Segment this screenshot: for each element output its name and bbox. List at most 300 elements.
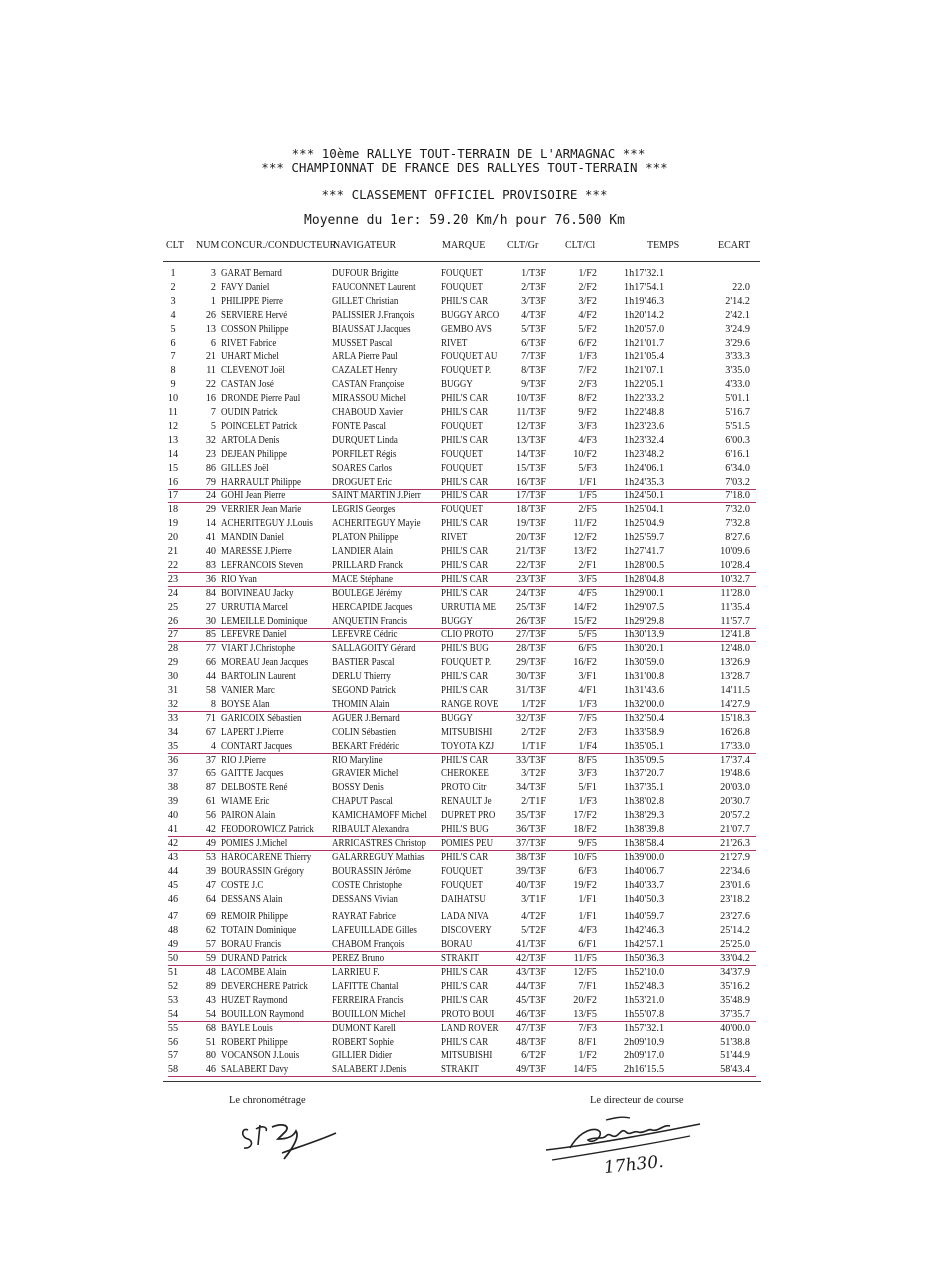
gap: 5'16.7 xyxy=(725,407,750,418)
table-row xyxy=(0,893,929,907)
time: 1h37'20.7 xyxy=(624,768,665,780)
navigator-name: DESSANS Vivian xyxy=(332,893,398,905)
class-rank: 6/F5 xyxy=(578,643,597,655)
gap: 21'07.7 xyxy=(720,824,750,835)
time: 1h21'05.4 xyxy=(624,351,665,363)
make: FOUQUET xyxy=(441,879,483,891)
car-number: 67 xyxy=(205,726,216,738)
gap: 2'42.1 xyxy=(725,309,750,321)
class-rank: 18/F2 xyxy=(573,824,597,835)
group-rank: 15/T3F xyxy=(515,462,546,474)
rank: 5 xyxy=(170,323,176,335)
car-number: 4 xyxy=(210,740,216,752)
table-row xyxy=(0,309,929,323)
car-number: 84 xyxy=(205,587,216,599)
class-rank: 4/F1 xyxy=(578,685,597,696)
gap: 2'14.2 xyxy=(725,295,750,307)
make: PHIL'S CAR xyxy=(441,393,489,405)
gap: 3'24.9 xyxy=(725,323,750,335)
make: PHIL'S CAR xyxy=(441,546,489,557)
table-row xyxy=(0,837,929,851)
driver-name: LEFRANCOIS Steven xyxy=(221,559,303,571)
gap: 7'32.8 xyxy=(725,518,750,530)
car-number: 66 xyxy=(205,657,216,669)
table-row xyxy=(0,910,929,924)
time: 1h40'50.3 xyxy=(624,893,665,905)
driver-name: MARESSE J.Pierre xyxy=(221,546,292,557)
time: 1h37'35.1 xyxy=(624,782,665,794)
table-row xyxy=(0,754,929,768)
make: PROTO Citr xyxy=(441,782,487,794)
navigator-name: COLIN Sébastien xyxy=(332,726,396,738)
table-row xyxy=(0,980,929,994)
driver-name: WIAME Eric xyxy=(221,796,270,808)
time: 1h35'09.5 xyxy=(624,754,665,766)
driver-name: CLEVENOT Joël xyxy=(221,365,285,377)
table-row xyxy=(0,323,929,337)
car-number: 64 xyxy=(205,893,216,905)
car-number: 29 xyxy=(205,504,216,516)
driver-name: BOIVINEAU Jacky xyxy=(221,587,294,599)
rank: 37 xyxy=(167,768,179,780)
group-rank: 27/T3F xyxy=(515,629,546,641)
class-rank: 6/F1 xyxy=(578,939,597,951)
gap: 10'32.7 xyxy=(720,573,750,585)
gap: 11'28.0 xyxy=(720,587,750,599)
group-rank: 35/T3F xyxy=(515,810,546,822)
gap: 51'44.9 xyxy=(720,1050,750,1062)
make: GEMBO AVS xyxy=(441,323,492,335)
driver-name: GOHI Jean Pierre xyxy=(221,490,286,502)
make: PHIL'S CAR xyxy=(441,490,489,502)
rank: 20 xyxy=(167,532,179,544)
navigator-name: SAINT MARTIN J.Pierr xyxy=(332,490,421,502)
car-number: 3 xyxy=(210,268,216,279)
table-bottom-rule xyxy=(163,1081,761,1082)
car-number: 37 xyxy=(205,754,216,766)
navigator-name: SEGOND Patrick xyxy=(332,685,397,696)
table-row xyxy=(0,994,929,1008)
gap: 35'48.9 xyxy=(720,994,750,1006)
class-rank: 4/F2 xyxy=(578,309,597,321)
driver-name: ROBERT Philippe xyxy=(221,1036,288,1048)
rank: 1 xyxy=(170,268,176,279)
car-number: 65 xyxy=(205,768,216,780)
table-row xyxy=(0,1036,929,1050)
make: FOUQUET xyxy=(441,268,483,279)
time: 1h24'06.1 xyxy=(624,462,665,474)
make: FOUQUET xyxy=(441,462,483,474)
highlight-underline xyxy=(168,641,756,642)
table-row xyxy=(0,462,929,476)
table-row xyxy=(0,406,929,420)
class-rank: 7/F3 xyxy=(578,1022,597,1034)
rank: 9 xyxy=(170,379,176,391)
gap: 14'27.9 xyxy=(720,698,750,710)
time: 1h31'00.8 xyxy=(624,671,665,683)
table-row xyxy=(0,295,929,309)
rank: 24 xyxy=(167,587,179,599)
rank: 21 xyxy=(167,546,179,557)
table-row xyxy=(0,448,929,462)
car-number: 79 xyxy=(205,476,216,488)
time: 1h50'36.3 xyxy=(624,953,665,965)
group-rank: 36/T3F xyxy=(515,824,546,835)
rank: 48 xyxy=(167,925,179,937)
navigator-name: GALARREGUY Mathias xyxy=(332,851,425,863)
gap: 21'27.9 xyxy=(720,851,750,863)
class-rank: 5/F5 xyxy=(578,629,597,641)
class-rank: 14/F2 xyxy=(573,601,597,613)
group-rank: 11/T3F xyxy=(516,407,546,418)
make: POMIES PEU xyxy=(441,837,494,849)
group-rank: 38/T3F xyxy=(515,851,546,863)
gap: 8'27.6 xyxy=(725,532,750,544)
gap: 23'18.2 xyxy=(720,893,750,905)
class-rank: 1/F1 xyxy=(578,476,597,488)
time: 1h23'23.6 xyxy=(624,420,665,432)
director-signature xyxy=(540,1110,720,1190)
group-rank: 2/T1F xyxy=(521,796,546,808)
group-rank: 49/T3F xyxy=(515,1064,546,1076)
time: 1h24'35.3 xyxy=(624,476,665,488)
rank: 18 xyxy=(167,504,179,516)
make: BORAU xyxy=(441,939,473,951)
time: 1h52'10.0 xyxy=(624,967,665,978)
table-row xyxy=(0,476,929,490)
table-row xyxy=(0,364,929,378)
class-rank: 10/F5 xyxy=(573,851,597,863)
group-rank: 7/T3F xyxy=(521,351,546,363)
driver-name: RIO J.Pierre xyxy=(221,754,266,766)
table-row xyxy=(0,601,929,615)
car-number: 48 xyxy=(205,967,216,978)
navigator-name: BEKART Frédéric xyxy=(332,740,400,752)
group-rank: 14/T3F xyxy=(515,448,546,460)
class-rank: 8/F5 xyxy=(578,754,597,766)
class-rank: 1/F2 xyxy=(578,1050,597,1062)
make: MITSUBISHI xyxy=(441,1050,493,1062)
car-number: 58 xyxy=(205,685,216,696)
car-number: 68 xyxy=(205,1022,216,1034)
make: PHIL'S CAR xyxy=(441,851,489,863)
time: 1h31'43.6 xyxy=(624,685,665,696)
rank: 53 xyxy=(167,994,179,1006)
gap: 15'18.3 xyxy=(720,712,750,724)
driver-name: BOUILLON Raymond xyxy=(221,1008,304,1020)
driver-name: DURAND Patrick xyxy=(221,953,287,965)
driver-name: BOURASSIN Grégory xyxy=(221,865,304,877)
rank: 3 xyxy=(170,295,176,307)
navigator-name: DURQUET Linda xyxy=(332,434,398,446)
rank: 34 xyxy=(167,726,179,738)
time: 1h21'07.1 xyxy=(624,365,665,377)
class-rank: 2/F3 xyxy=(578,379,597,391)
gap: 23'01.6 xyxy=(720,879,750,891)
car-number: 51 xyxy=(205,1036,216,1048)
car-number: 41 xyxy=(205,532,216,544)
gap: 4'33.0 xyxy=(725,379,750,391)
car-number: 89 xyxy=(205,980,216,992)
navigator-name: ANQUETIN Francis xyxy=(332,615,407,627)
group-rank: 1/T1F xyxy=(521,740,546,752)
time: 1h22'33.2 xyxy=(624,393,665,405)
rank: 46 xyxy=(167,893,179,905)
gap: 5'01.1 xyxy=(725,393,750,405)
group-rank: 17/T3F xyxy=(515,490,546,502)
make: PHIL'S BUG xyxy=(441,643,489,655)
class-rank: 4/F3 xyxy=(578,434,597,446)
car-number: 16 xyxy=(205,393,216,405)
navigator-name: BASTIER Pascal xyxy=(332,657,395,669)
class-rank: 11/F5 xyxy=(573,953,597,965)
car-number: 77 xyxy=(205,643,216,655)
class-rank: 1/F5 xyxy=(578,490,597,502)
rank: 39 xyxy=(167,796,179,808)
driver-name: DEJEAN Philippe xyxy=(221,448,287,460)
gap: 20'30.7 xyxy=(720,796,750,808)
class-rank: 12/F2 xyxy=(573,532,597,544)
driver-name: BAYLE Louis xyxy=(221,1022,273,1034)
driver-name: COSSON Philippe xyxy=(221,323,289,335)
car-number: 54 xyxy=(205,1008,216,1020)
driver-name: DEVERCHERE Patrick xyxy=(221,980,308,992)
driver-name: CASTAN José xyxy=(221,379,274,391)
rank: 36 xyxy=(167,754,179,766)
gap: 58'43.4 xyxy=(720,1064,750,1076)
time: 1h23'48.2 xyxy=(624,448,665,460)
make: PHIL'S BUG xyxy=(441,824,489,835)
rank: 23 xyxy=(167,573,179,585)
class-rank: 3/F2 xyxy=(578,295,597,307)
car-number: 56 xyxy=(205,810,216,822)
car-number: 39 xyxy=(205,865,216,877)
rank: 19 xyxy=(167,518,179,530)
rank: 12 xyxy=(167,420,179,432)
car-number: 30 xyxy=(205,615,216,627)
car-number: 14 xyxy=(205,518,216,530)
navigator-name: DROGUET Eric xyxy=(332,476,392,488)
car-number: 22 xyxy=(205,379,216,391)
table-row xyxy=(0,420,929,434)
navigator-name: HERCAPIDE Jacques xyxy=(332,601,413,613)
gap: 3'33.3 xyxy=(725,351,750,363)
class-rank: 3/F3 xyxy=(578,768,597,780)
navigator-name: KAMICHAMOFF Michel xyxy=(332,810,427,822)
car-number: 61 xyxy=(205,796,216,808)
car-number: 83 xyxy=(205,559,216,571)
time: 1h53'21.0 xyxy=(624,994,665,1006)
time: 1h19'46.3 xyxy=(624,295,665,307)
table-row xyxy=(0,559,929,573)
rank: 13 xyxy=(167,434,179,446)
navigator-name: LEGRIS Georges xyxy=(332,504,396,516)
navigator-name: GILLIER Didier xyxy=(332,1050,393,1062)
make: RIVET xyxy=(441,337,468,349)
table-row xyxy=(0,851,929,865)
driver-name: COSTE J.C xyxy=(221,879,264,891)
make: PHIL'S CAR xyxy=(441,754,489,766)
navigator-name: PLATON Philippe xyxy=(332,532,399,544)
time: 1h30'20.1 xyxy=(624,643,665,655)
group-rank: 39/T3F xyxy=(515,865,546,877)
rank: 44 xyxy=(167,865,179,877)
col-header-concurrent: CONCUR./CONDUCTEUR xyxy=(221,240,337,251)
driver-name: VOCANSON J.Louis xyxy=(221,1050,300,1062)
highlight-underline xyxy=(168,951,756,952)
make: FOUQUET P. xyxy=(441,365,492,377)
rank: 54 xyxy=(167,1008,179,1020)
time: 1h35'05.1 xyxy=(624,740,665,752)
car-number: 86 xyxy=(205,462,216,474)
class-rank: 2/F1 xyxy=(578,559,597,571)
driver-name: BORAU Francis xyxy=(221,939,282,951)
car-number: 5 xyxy=(210,420,216,432)
group-rank: 5/T2F xyxy=(521,925,546,937)
driver-name: LEMEILLE Dominique xyxy=(221,615,308,627)
time: 1h22'48.8 xyxy=(624,407,665,418)
car-number: 23 xyxy=(205,448,216,460)
driver-name: HAROCARENE Thierry xyxy=(221,851,312,863)
class-rank: 17/F2 xyxy=(573,810,597,822)
rank: 50 xyxy=(167,953,179,965)
rank: 7 xyxy=(170,351,176,363)
rank: 30 xyxy=(167,671,179,683)
gap: 34'37.9 xyxy=(720,967,750,978)
group-rank: 2/T2F xyxy=(521,726,546,738)
navigator-name: BOURASSIN Jérôme xyxy=(332,865,411,877)
rank: 32 xyxy=(167,698,179,710)
table-row xyxy=(0,1049,929,1063)
gap: 13'28.7 xyxy=(720,671,750,683)
navigator-name: PRILLARD Franck xyxy=(332,559,403,571)
class-rank: 2/F2 xyxy=(578,281,597,293)
group-rank: 44/T3F xyxy=(515,980,546,992)
driver-name: VANIER Marc xyxy=(221,685,275,696)
driver-name: MOREAU Jean Jacques xyxy=(221,657,309,669)
col-header-clt-gr: CLT/Gr xyxy=(507,240,539,251)
gap: 17'33.0 xyxy=(720,740,750,752)
rank: 47 xyxy=(167,911,179,923)
gap: 3'35.0 xyxy=(725,365,750,377)
group-rank: 18/T3F xyxy=(515,504,546,516)
time: 1h25'59.7 xyxy=(624,532,665,544)
time: 1h52'48.3 xyxy=(624,980,665,992)
driver-name: HUZET Raymond xyxy=(221,994,288,1006)
rank: 38 xyxy=(167,782,179,794)
table-row xyxy=(0,865,929,879)
car-number: 32 xyxy=(205,434,216,446)
navigator-name: LAFEUILLADE Gilles xyxy=(332,925,417,937)
class-rank: 5/F3 xyxy=(578,462,597,474)
gap: 20'57.2 xyxy=(720,810,750,822)
time: 1h30'13.9 xyxy=(624,629,665,641)
time: 1h42'46.3 xyxy=(624,925,665,937)
class-rank: 6/F3 xyxy=(578,865,597,877)
car-number: 62 xyxy=(205,925,216,937)
class-rank: 9/F2 xyxy=(578,407,597,418)
car-number: 2 xyxy=(210,281,216,293)
make: PHIL'S CAR xyxy=(441,407,489,418)
group-rank: 48/T3F xyxy=(515,1036,546,1048)
highlight-underline xyxy=(168,836,756,837)
driver-name: DRONDE Pierre Paul xyxy=(221,393,301,405)
car-number: 44 xyxy=(205,671,216,683)
driver-name: VIART J.Christophe xyxy=(221,643,296,655)
classification-title: *** CLASSEMENT OFFICIEL PROVISOIRE *** xyxy=(321,187,608,202)
navigator-name: MACE Stéphane xyxy=(332,573,394,585)
make: URRUTIA ME xyxy=(441,601,497,613)
rank: 29 xyxy=(167,657,179,669)
make: PHIL'S CAR xyxy=(441,518,489,530)
class-rank: 1/F4 xyxy=(578,740,597,752)
navigator-name: DUMONT Karell xyxy=(332,1022,396,1034)
class-rank: 5/F1 xyxy=(578,782,597,794)
driver-name: URRUTIA Marcel xyxy=(221,601,288,613)
time: 1h17'32.1 xyxy=(624,268,665,279)
class-rank: 1/F3 xyxy=(578,698,597,710)
make: STRAKIT xyxy=(441,953,479,965)
time: 1h32'50.4 xyxy=(624,712,665,724)
navigator-name: PEREZ Bruno xyxy=(332,953,385,965)
class-rank: 13/F2 xyxy=(573,546,597,557)
driver-name: LAPERT J.Pierre xyxy=(221,726,284,738)
car-number: 43 xyxy=(205,994,216,1006)
navigator-name: LANDIER Alain xyxy=(332,546,394,557)
table-row xyxy=(0,350,929,364)
driver-name: MANDIN Daniel xyxy=(221,532,285,544)
driver-name: GARICOIX Sébastien xyxy=(221,712,302,724)
group-rank: 30/T3F xyxy=(515,671,546,683)
time: 1h22'05.1 xyxy=(624,379,665,391)
gap: 35'16.2 xyxy=(720,980,750,992)
rank: 33 xyxy=(167,712,179,724)
make: RENAULT Je xyxy=(441,796,492,808)
driver-name: HARRAULT Philippe xyxy=(221,476,301,488)
driver-name: PAIRON Alain xyxy=(221,810,276,822)
group-rank: 3/T1F xyxy=(521,893,546,905)
car-number: 40 xyxy=(205,546,216,557)
make: BUGGY xyxy=(441,615,473,627)
timing-signature xyxy=(238,1115,358,1175)
car-number: 53 xyxy=(205,851,216,863)
driver-name: POINCELET Patrick xyxy=(221,420,298,432)
make: BUGGY ARCO xyxy=(441,309,500,321)
highlight-underline xyxy=(168,1021,756,1022)
driver-name: LEFEVRE Daniel xyxy=(221,629,287,641)
rank: 16 xyxy=(167,476,179,488)
table-row xyxy=(0,392,929,406)
col-header-navigateur: NAVIGATEUR xyxy=(333,240,397,251)
navigator-name: BOULEGE Jérémy xyxy=(332,587,402,599)
car-number: 7 xyxy=(210,407,216,418)
group-rank: 45/T3F xyxy=(515,994,546,1006)
gap: 40'00.0 xyxy=(720,1022,750,1034)
time: 1h28'00.5 xyxy=(624,559,665,571)
class-rank: 9/F5 xyxy=(578,837,597,849)
driver-name: FAVY Daniel xyxy=(221,281,270,293)
table-row xyxy=(0,924,929,938)
gap: 10'09.6 xyxy=(720,546,750,557)
group-rank: 24/T3F xyxy=(515,587,546,599)
gap: 6'00.3 xyxy=(725,434,750,446)
time: 2h09'10.9 xyxy=(624,1036,665,1048)
group-rank: 41/T3F xyxy=(515,939,546,951)
group-rank: 8/T3F xyxy=(521,365,546,377)
make: PHIL'S CAR xyxy=(441,994,489,1006)
table-row xyxy=(0,879,929,893)
time: 1h38'29.3 xyxy=(624,810,665,822)
